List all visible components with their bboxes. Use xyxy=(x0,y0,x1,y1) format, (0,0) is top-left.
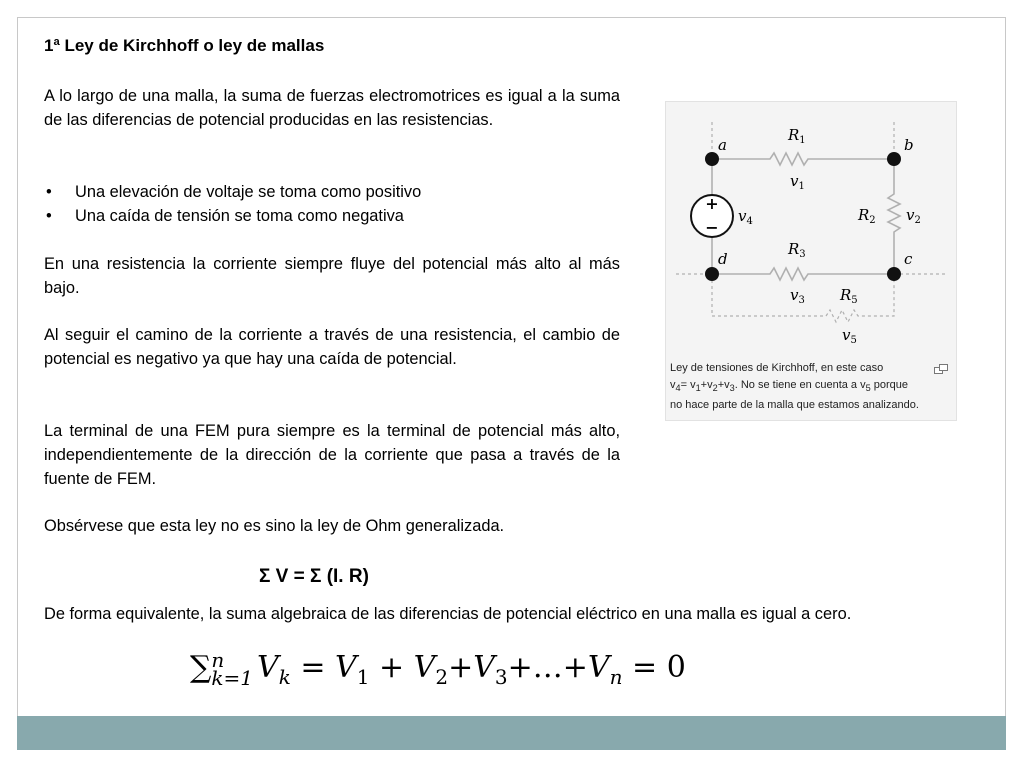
formula-sub: k xyxy=(278,665,291,689)
caption-text: porque xyxy=(870,379,909,391)
caption-text: v xyxy=(670,379,676,391)
sum-upper: n xyxy=(211,648,225,672)
paragraph-current-flow: En una resistencia la corriente siempre fluye del potencial más alto al más bajo. xyxy=(44,255,620,297)
sum-lower: k=1 xyxy=(211,666,254,690)
caption-sub: 3 xyxy=(729,383,735,394)
figure-caption xyxy=(670,360,950,414)
formula-sub: 3 xyxy=(494,665,508,689)
paragraph-ohm-generalized: Obsérvese que esta ley no es sino la ley de Ohm generalizada. xyxy=(44,517,505,535)
caption-sub: 5 xyxy=(865,383,871,394)
formula-term: V xyxy=(257,650,279,685)
label-node-c: c xyxy=(904,250,913,268)
paragraph-algebraic-sum: De forma equivalente, la suma algebraica de las diferencias de potencial eléctrico en una malla es igual a cero. xyxy=(44,605,852,623)
caption-line: Ley de tensiones de Kirchhoff, en este caso xyxy=(670,362,884,374)
caption-sub: 2 xyxy=(712,383,718,394)
caption-sub: 4 xyxy=(675,383,681,394)
bullet-list xyxy=(44,180,620,228)
formula-ohm-law: Σ V = Σ (I. R) xyxy=(259,566,369,587)
paragraph-potential-drop: Al seguir el camino de la corriente a través de una resistencia, el cambio de potencial es negativo ya que hay una caída de potencial. xyxy=(44,326,620,368)
label-r3: $R_3$ xyxy=(788,240,806,260)
formula-op: = xyxy=(290,650,336,685)
label-v2: $v_2$ xyxy=(906,206,921,226)
slide-title: 1ª Ley de Kirchhoff o ley de mallas xyxy=(44,36,325,55)
node-c xyxy=(887,267,901,281)
caption-line: no hace parte de la malla que estamos analizando. xyxy=(670,399,919,412)
paragraph-fem-terminal: La terminal de una FEM pura siempre es la terminal de potencial más alto, independientemente de la dirección de la corriente que pasa a través de la fuente de FEM. xyxy=(44,422,620,488)
formula-term: V xyxy=(335,650,357,685)
formula-op: + xyxy=(369,650,414,685)
label-v5: $v_5$ xyxy=(842,326,857,346)
label-v4: $v_4$ xyxy=(738,207,753,227)
formula-term: V xyxy=(473,650,495,685)
node-b xyxy=(887,152,901,166)
bullet-voltage-drop: • Una caída de tensión se toma como negativa xyxy=(44,204,620,228)
wire-r1 xyxy=(712,153,894,165)
formula-sub: 2 xyxy=(435,665,449,689)
sigma-symbol: ∑ xyxy=(190,650,212,685)
label-node-b: b xyxy=(904,136,914,154)
formula-term: 0 xyxy=(666,650,686,685)
paragraph-mesh-law: A lo largo de una malla, la suma de fuerzas electromotrices es igual a la suma de las diferencias de potencial producidas en las resistencias. xyxy=(44,87,620,129)
caption-text: = v xyxy=(680,379,696,391)
circuit-figure xyxy=(665,101,957,421)
enlarge-icon[interactable] xyxy=(934,364,948,374)
label-v3: $v_3$ xyxy=(790,286,805,306)
label-node-d: d xyxy=(718,250,728,268)
caption-text: +v xyxy=(717,379,730,391)
caption-text: +v xyxy=(700,379,713,391)
formula-term: V xyxy=(587,650,610,685)
label-r1: $R_1$ xyxy=(788,126,806,146)
bullet-voltage-rise: • Una elevación de voltaje se toma como positivo xyxy=(44,180,620,204)
circuit-diagram xyxy=(666,102,956,358)
footer-bar xyxy=(17,716,1006,750)
node-d xyxy=(705,267,719,281)
label-node-a: a xyxy=(718,136,727,154)
label-r5: $R_5$ xyxy=(840,286,858,306)
formula-sum-voltages xyxy=(190,650,686,689)
formula-term: V xyxy=(413,650,436,685)
formula-sub: 1 xyxy=(356,665,370,689)
caption-sub: 1 xyxy=(695,383,701,394)
formula-op: + xyxy=(448,650,474,685)
source-plus: + xyxy=(705,194,719,213)
node-a xyxy=(705,152,719,166)
caption-text: . No se tiene en cuenta a v xyxy=(734,379,866,391)
wire-r3 xyxy=(712,268,894,280)
source-minus: − xyxy=(705,218,719,237)
formula-op: +…+ xyxy=(507,650,588,685)
wire-r2 xyxy=(888,159,900,274)
formula-op: = xyxy=(622,650,667,685)
label-v1: $v_1$ xyxy=(790,172,805,192)
label-r2: $R_2$ xyxy=(858,206,876,226)
formula-sub: n xyxy=(609,665,623,689)
